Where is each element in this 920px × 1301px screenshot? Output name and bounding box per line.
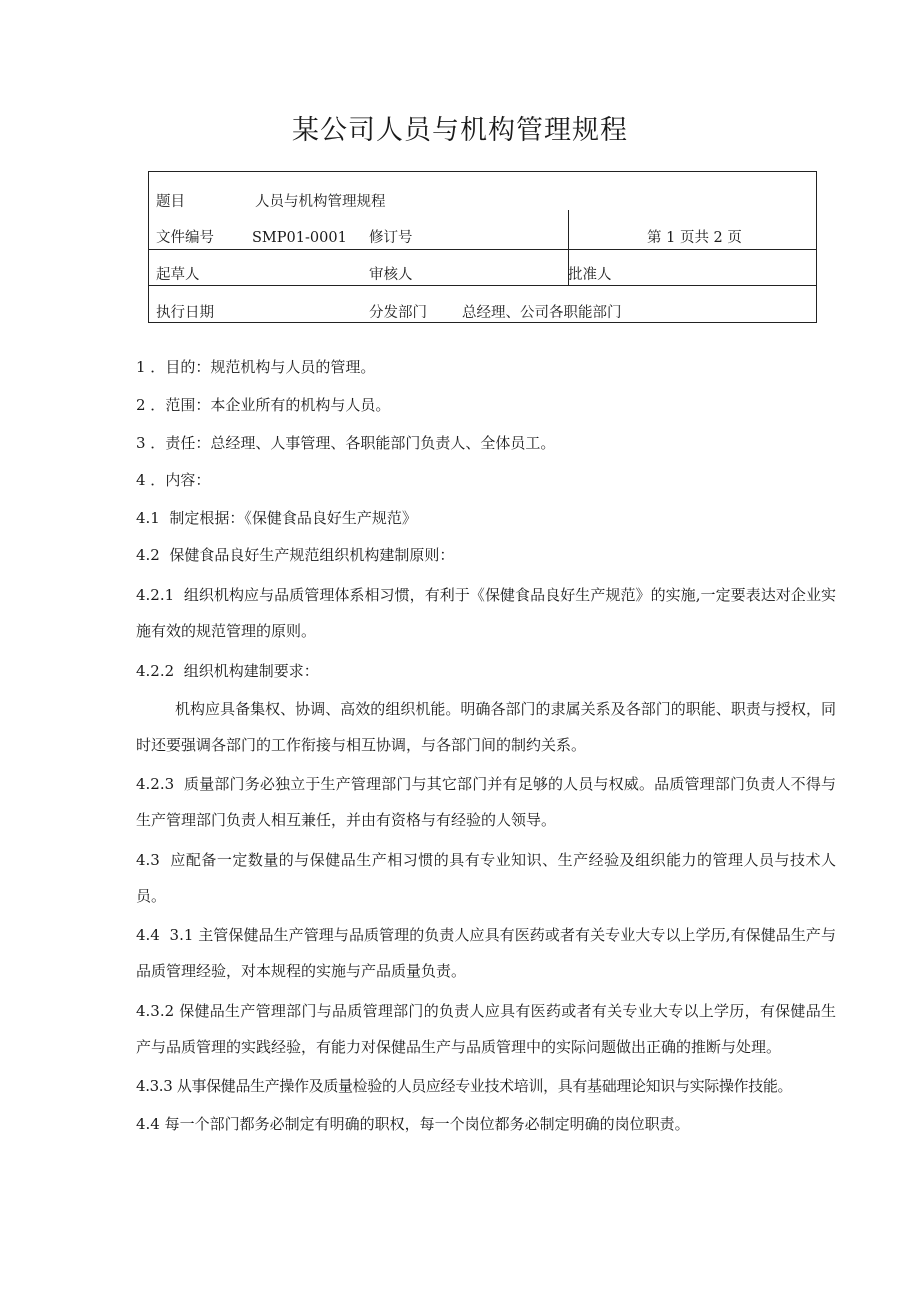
paragraph: 4.3.2 保健品生产管理部门与品质管理部门的负责人应具有医药或者有关专业大专以上学历，有保健品生产与品质管理的实践经验，有能力对保健品生产与品质管理中的实际问题做出正确的推断与处理。 (136, 1002, 836, 1056)
subject-value: 人员与机构管理规程 (255, 194, 386, 210)
paragraph: 4.3 应配备一定数量的与保健品生产相习惯的具有专业知识、生产经验及组织能力的管理人员与技术人员。 (136, 851, 836, 905)
table-rule (149, 285, 816, 286)
paragraph: 4.1 制定根据：《保健食品良好生产规范》 (136, 509, 417, 527)
file-no-label: 文件编号 (156, 230, 214, 246)
drafter-label: 起草人 (156, 267, 200, 283)
approver-label: 批准人 (568, 267, 612, 283)
dist-dept-value: 总经理、公司各职能部门 (462, 305, 622, 321)
paragraph: 4.2.3 质量部门务必独立于生产管理部门与其它部门并有足够的人员与权威。品质管理部门负责人不得与生产管理部门负责人相互兼任，并由有资格与有经验的人领导。 (136, 775, 837, 829)
paragraph: 4.4 3.1 主管保健品生产管理与品质管理的负责人应具有医药或者有关专业大专以上学历,有保健品生产与品质管理经验，对本规程的实施与产品质量负责。 (136, 926, 836, 980)
paragraph: 2 ．范围：本企业所有的机构与人员。 (136, 396, 391, 414)
table-rule (149, 249, 816, 250)
reviewer-label: 审核人 (369, 267, 413, 283)
document-header-table (148, 171, 817, 323)
paragraph: 4.3.3 从事保健品生产操作及质量检验的人员应经专业技术培训，具有基础理论知识与实际操作技能。 (136, 1077, 793, 1095)
page-info: 第 1 页共 2 页 (647, 230, 742, 246)
paragraph: 1 ．目的：规范机构与人员的管理。 (136, 358, 376, 376)
paragraph: 4.2.1 组织机构应与品质管理体系相习惯，有利于《保健食品良好生产规范》的实施,一定要表达对企业实施有效的规范管理的原则。 (136, 586, 837, 640)
paragraph: 4.2.2 组织机构建制要求： (136, 662, 319, 680)
paragraph: 4.4 每一个部门都务必制定有明确的职权，每一个岗位都务必制定明确的岗位职责。 (136, 1115, 690, 1133)
subject-label: 题目 (156, 194, 185, 210)
paragraph: 4 ．内容： (136, 471, 211, 489)
paragraph: 3 ．责任：总经理、人事管理、各职能部门负责人、全体员工。 (136, 434, 556, 452)
dist-dept-label: 分发部门 (369, 305, 427, 321)
file-no-value: SMP01-0001 (252, 230, 347, 246)
document-title: 某公司人员与机构管理规程 (292, 115, 628, 146)
paragraph: 机构应具备集权、协调、高效的组织机能。明确各部门的隶属关系及各部门的职能、职责与授权，同时还要强调各部门的工作衔接与相互协调，与各部门间的制约关系。 (136, 700, 836, 754)
exec-date-label: 执行日期 (156, 305, 214, 321)
revision-label: 修订号 (369, 230, 413, 246)
paragraph: 4.2 保健食品良好生产规范组织机构建制原则： (136, 546, 455, 564)
